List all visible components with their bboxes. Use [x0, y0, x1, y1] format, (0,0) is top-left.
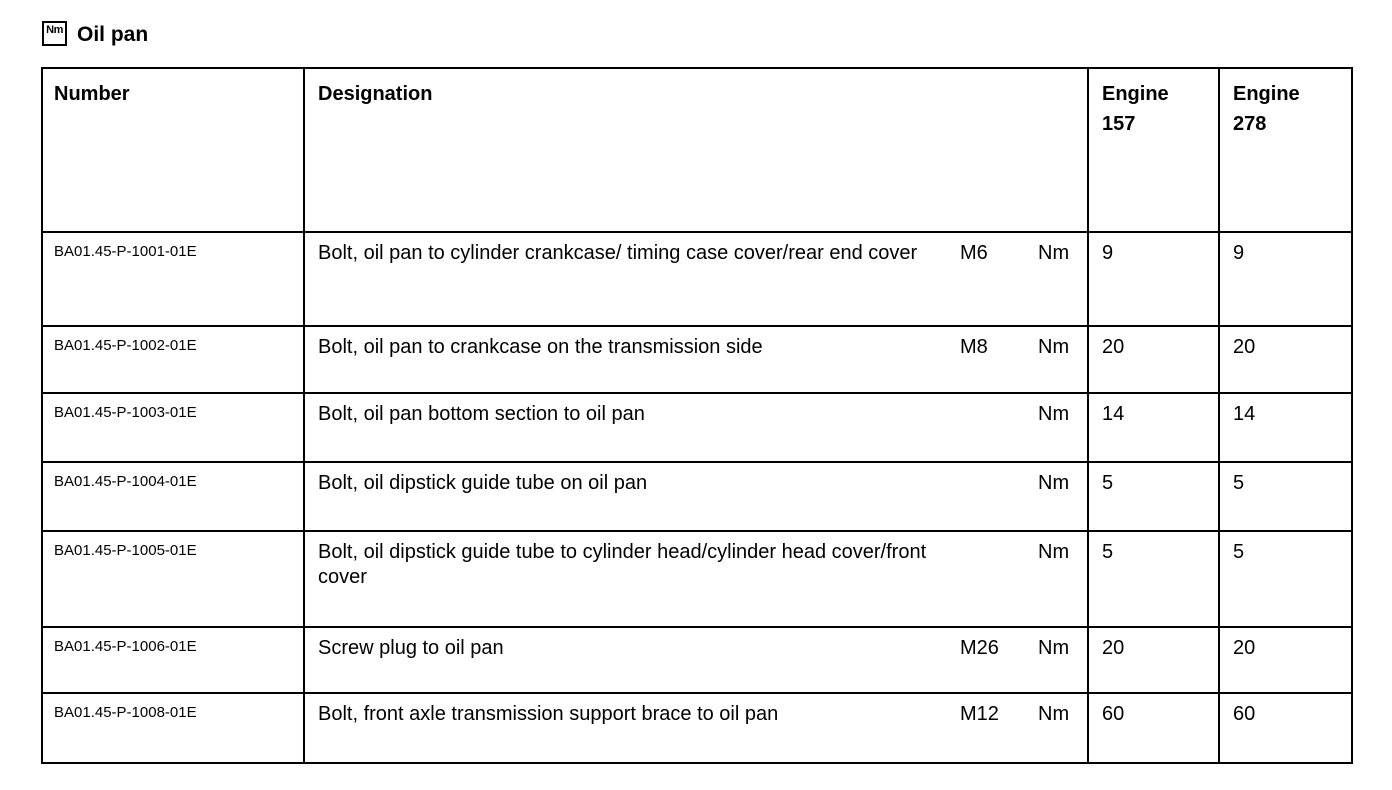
cell-engine-278: 14	[1219, 393, 1352, 462]
designation-text: Bolt, oil pan to crankcase on the transmission side	[318, 336, 763, 358]
unit: Nm	[1038, 472, 1070, 494]
table-row	[42, 531, 1352, 627]
thread-size	[960, 540, 1038, 590]
table-row	[42, 627, 1352, 693]
page-title: Oil pan	[77, 23, 149, 46]
cell-designation	[304, 232, 1088, 326]
cell-number: BA01.45-P-1002-01E	[42, 326, 304, 393]
table-row	[42, 693, 1352, 763]
cell-engine-278: 20	[1219, 326, 1352, 393]
cell-number: BA01.45-P-1001-01E	[42, 232, 304, 326]
thread-size: M8	[960, 336, 988, 358]
thread-size: M6	[960, 242, 988, 264]
cell-engine-278: 60	[1219, 693, 1352, 763]
cell-number: BA01.45-P-1003-01E	[42, 393, 304, 462]
column-header-engine-157: Engine 157	[1088, 68, 1219, 232]
unit: Nm	[1038, 637, 1070, 659]
cell-designation	[304, 627, 1088, 693]
torque-nm-icon: Nm	[42, 21, 67, 46]
torque-table	[41, 67, 1353, 764]
table-row	[42, 462, 1352, 531]
cell-engine-157: 5	[1088, 462, 1219, 531]
thread-size	[960, 402, 1038, 427]
cell-engine-157: 60	[1088, 693, 1219, 763]
unit: Nm	[1038, 242, 1070, 264]
cell-designation	[304, 531, 1088, 627]
cell-engine-157: 20	[1088, 326, 1219, 393]
cell-engine-157: 5	[1088, 531, 1219, 627]
designation-text: Bolt, oil pan to cylinder crankcase/ timing case cover/rear end cover	[318, 242, 918, 264]
table-header-row	[42, 68, 1352, 232]
thread-size: M26	[960, 637, 999, 659]
designation-text: Bolt, oil dipstick guide tube to cylinder head/cylinder head cover/front cover	[318, 541, 927, 588]
thread-size	[960, 471, 1038, 496]
thread-size: M12	[960, 703, 999, 725]
designation-text: Bolt, front axle transmission support brace to oil pan	[318, 703, 779, 725]
designation-text: Bolt, oil pan bottom section to oil pan	[318, 403, 645, 425]
cell-engine-157: 20	[1088, 627, 1219, 693]
cell-engine-157: 14	[1088, 393, 1219, 462]
unit: Nm	[1038, 403, 1070, 425]
table-row	[42, 393, 1352, 462]
page-header	[42, 18, 148, 48]
unit: Nm	[1038, 703, 1070, 725]
column-header-number: Number	[42, 68, 304, 232]
unit: Nm	[1038, 336, 1070, 358]
table-row	[42, 326, 1352, 393]
cell-designation	[304, 462, 1088, 531]
cell-engine-157: 9	[1088, 232, 1219, 326]
table-row	[42, 232, 1352, 326]
column-header-designation: Designation	[304, 68, 1088, 232]
cell-number: BA01.45-P-1008-01E	[42, 693, 304, 763]
cell-engine-278: 5	[1219, 531, 1352, 627]
cell-number: BA01.45-P-1006-01E	[42, 627, 304, 693]
cell-engine-278: 20	[1219, 627, 1352, 693]
cell-designation	[304, 326, 1088, 393]
cell-designation	[304, 693, 1088, 763]
cell-number: BA01.45-P-1004-01E	[42, 462, 304, 531]
cell-engine-278: 9	[1219, 232, 1352, 326]
cell-number: BA01.45-P-1005-01E	[42, 531, 304, 627]
designation-text: Bolt, oil dipstick guide tube on oil pan	[318, 472, 648, 494]
cell-designation	[304, 393, 1088, 462]
column-header-engine-278: Engine 278	[1219, 68, 1352, 232]
cell-engine-278: 5	[1219, 462, 1352, 531]
unit: Nm	[1038, 541, 1070, 563]
designation-text: Screw plug to oil pan	[318, 637, 504, 659]
